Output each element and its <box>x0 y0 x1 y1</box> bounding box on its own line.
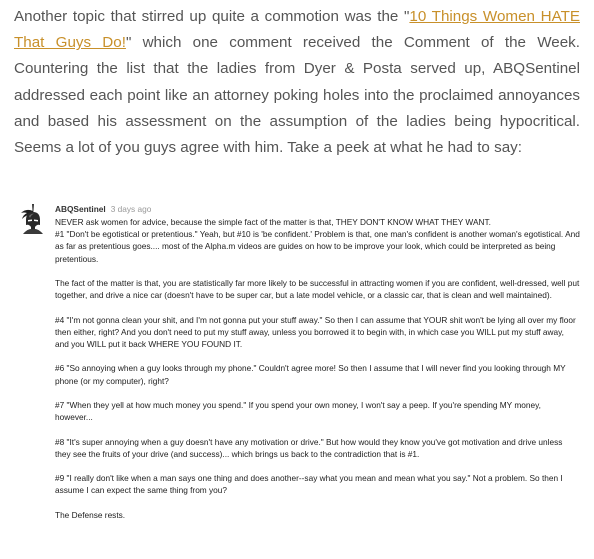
comment-paragraph: #8 "It's super annoying when a guy doesn't have any motivation or drive." But how would they know you've got motivation and drive unless they see the fruits of your drive (and success)... which brings us back to the contradiction that is #1. <box>55 436 563 459</box>
comment-author[interactable]: ABQSentinel <box>55 204 106 214</box>
comment-paragraph: #7 "When they yell at how much money you spend." If you spend your own money, I won't say a peep. If you're spending MY money, however... <box>55 399 541 423</box>
comment-paragraph: The Defense rests. <box>55 509 126 520</box>
comment-paragraph: #9 "I really don't like when a man says one thing and does another--say what you mean and mean what you say." Not a problem. So then I assume I can expect the same thing from you? <box>55 473 563 496</box>
article-text-before-link: Another topic that stirred up quite a commotion was the " <box>14 8 410 25</box>
comment-meta <box>55 203 580 215</box>
article-link-10-things[interactable]: 10 Things Women HATE That Guys Do! <box>14 8 580 52</box>
comment-body <box>55 203 580 533</box>
article-text-after-link: " which one comment received the Comment of the Week. Countering the list that the ladies from Dyer & Posta served up, ABQSentinel addressed each point like an attorney poking holes into the proclaimed annoyances and based his assessment on the assumption of the ladies being hypocritical. Seems a lot of you guys agree with him. Take a peek at what he had to say: <box>14 34 580 157</box>
comment-paragraph: The fact of the matter is that, you are statistically far more likely to be successful in attracting women if you are confident, well-dressed, well put together, and drive a nice car (doesn't have to be super car, but a late model vehicle, or a classic car, that is clean and well maintained). <box>55 278 580 301</box>
comment-time[interactable]: 3 days ago <box>110 204 152 214</box>
avatar-helmet-icon <box>18 203 58 235</box>
comment-paragraph: #4 "I'm not gonna clean your shit, and I'm not gonna put your stuff away." So then I can assume that YOUR shit won't be lying all over my floor then either, right? And you don't need to put my stuff away, unless you borrowed it to begin with, in which case you WILL put my stuff away, and you WILL put it back WHERE YOU FOUND IT. <box>55 314 576 349</box>
comment-paragraph: NEVER ask women for advice, because the simple fact of the matter is that, THEY DON'T KNOW WHAT THEY WANT. <box>55 217 491 227</box>
comment-paragraph: #6 "So annoying when a guy looks through my phone." Couldn't agree more! So then I assume that I will never find you looking through MY phone (or my computer), right? <box>55 363 566 386</box>
article-paragraph <box>14 4 580 161</box>
comment-paragraph: #1 "Don't be egotistical or pretentious." Yeah, but #10 is 'be confident.' Problem is that, one man's confident is another woman's egotistical. And as far as pretentious goes.... most of the Alpha.m videos are guides on how to be improve your look, which could be interpreted as being pretentious. <box>55 229 580 264</box>
avatar[interactable] <box>18 203 58 235</box>
